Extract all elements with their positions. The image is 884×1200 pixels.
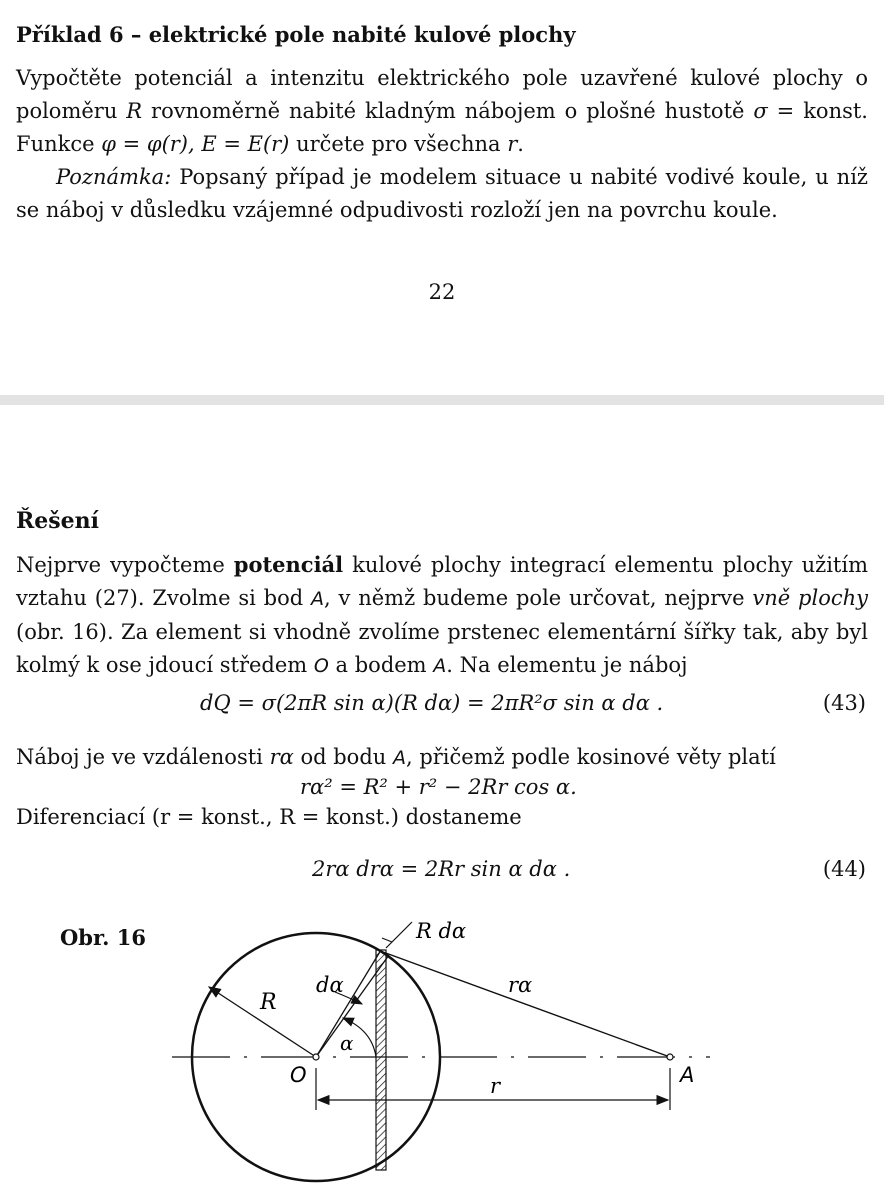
figure-label: Obr. 16 <box>60 925 146 950</box>
note-paragraph: Poznámka: Popsaný případ je modelem situace u nabité vodivé koule, u níž se náboj v důsledku vzájemné odpudivosti rozloží jen na povrchu koule. <box>16 165 868 222</box>
page-number: 22 <box>428 280 456 304</box>
rdalpha-leader <box>386 922 412 948</box>
problem-paragraph: Vypočtěte potenciál a intenzitu elektrického pole uzavřené kulové plochy o poloměru R rovnoměrně nabité kladným nábojem o plošné hustotě σ = konst. Funkce φ = φ(r), E = E(r) určete pro všechna r. <box>16 66 868 156</box>
page-2 <box>0 405 884 1200</box>
label-r-alpha: rα <box>508 973 533 997</box>
page-1 <box>0 0 884 395</box>
solution-paragraph: Nejprve vypočteme potenciál kulové plochy integrací elementu plochy užitím vztahu (27). Zvolme si bod A, v němž budeme pole určovat, nejprve vně plochy (obr. 16). Za element si vhodně zvolíme prstenec elementární šířky tak, aby byl kolmý k ose jdoucí středem O a bodem A. Na elementu je náboj <box>16 552 868 677</box>
rdalpha-tick <box>382 938 392 942</box>
problem-title: Příklad 6 – elektrické pole nabité kulové plochy <box>16 22 576 47</box>
label-a: A <box>680 1063 695 1087</box>
equation-43-body: dQ = σ(2πR sin α)(R dα) = 2πR²σ sin α dα . <box>200 691 664 715</box>
note-label: Poznámka: <box>56 165 172 189</box>
label-r-radius: R <box>260 990 277 1015</box>
solution-intro <box>16 548 868 683</box>
equation-44-body: 2rα drα = 2Rr sin α dα . <box>312 857 571 881</box>
ring-element <box>376 950 386 1170</box>
cosine-rule: rα² = R² + r² − 2Rr cos α. <box>300 775 577 799</box>
equation-44-number: (44) <box>822 857 866 881</box>
label-o: O <box>290 1063 307 1087</box>
label-r-distance: r <box>490 1074 501 1098</box>
distance-sentence: Náboj je ve vzdálenosti rα od bodu A, přičemž podle kosinové věty platí <box>16 745 776 769</box>
equation-43-number: (43) <box>822 691 866 715</box>
label-rdalpha: R dα <box>416 919 467 943</box>
differentiation-sentence: Diferenciací (r = konst., R = konst.) dostaneme <box>16 805 522 829</box>
r-alpha-line <box>383 952 670 1057</box>
problem-text <box>16 62 868 227</box>
page-separator <box>0 395 884 405</box>
point-a-marker <box>667 1054 673 1060</box>
label-dalpha: dα <box>316 973 344 997</box>
figure-16-diagram <box>0 900 884 1200</box>
point-o-marker <box>313 1054 319 1060</box>
label-alpha: α <box>340 1031 354 1055</box>
solution-heading: Řešení <box>16 508 100 534</box>
